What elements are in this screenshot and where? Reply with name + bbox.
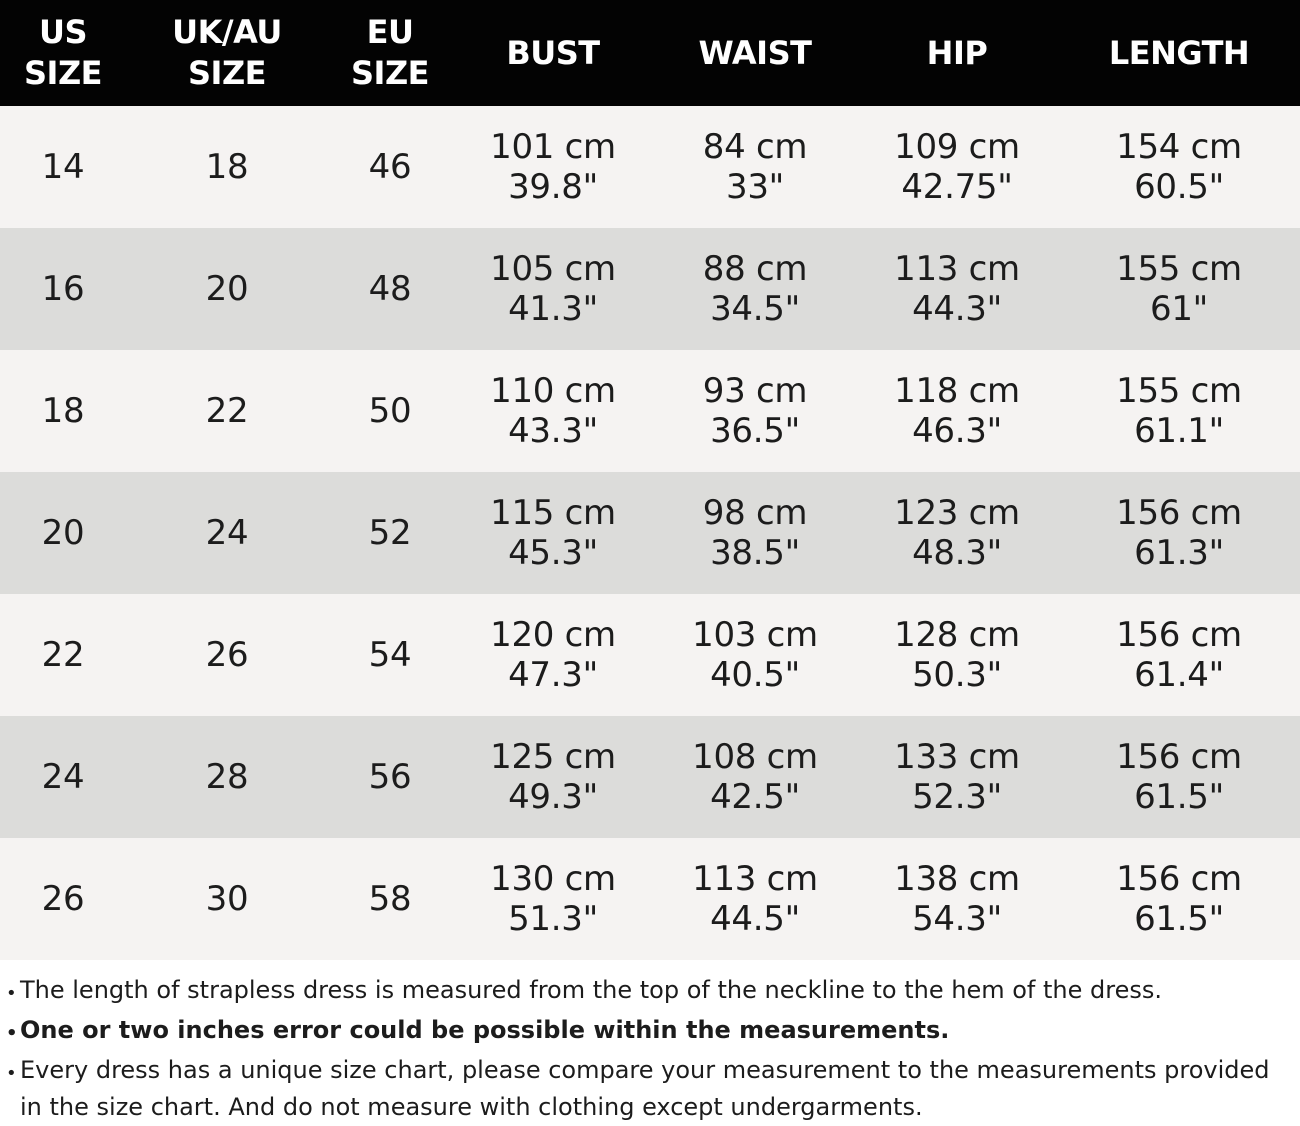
value-inches: 42.5" — [710, 777, 800, 817]
cell-waist — [654, 615, 856, 695]
value-cm: 103 cm — [692, 615, 818, 655]
value-inches: 47.3" — [508, 655, 598, 695]
cell-hip — [856, 737, 1058, 817]
cell-hip — [856, 493, 1058, 573]
value-cm: 118 cm — [894, 371, 1020, 411]
header-line: SIZE — [187, 54, 266, 92]
value-cm: 84 cm — [702, 127, 808, 167]
header-line: SIZE — [23, 54, 102, 92]
value-cm: 133 cm — [894, 737, 1020, 777]
table-row — [0, 716, 1300, 838]
cell-eu-size: 52 — [368, 513, 412, 553]
table-row — [0, 472, 1300, 594]
value-cm: 156 cm — [1116, 737, 1242, 777]
cell-hip — [856, 371, 1058, 451]
cell-hip — [856, 615, 1058, 695]
cell-waist — [654, 371, 856, 451]
note-text: One or two inches error could be possible within the measurements. — [20, 1016, 950, 1044]
header-line: SIZE — [350, 54, 429, 92]
value-inches: 61.4" — [1134, 655, 1224, 695]
cell-length — [1058, 737, 1300, 817]
value-cm: 105 cm — [490, 249, 616, 289]
header-us-size — [0, 12, 126, 94]
value-inches: 61.5" — [1134, 777, 1224, 817]
value-inches: 39.8" — [508, 167, 598, 207]
value-inches: 33" — [725, 167, 784, 207]
value-cm: 138 cm — [894, 859, 1020, 899]
value-cm: 108 cm — [692, 737, 818, 777]
value-cm: 120 cm — [490, 615, 616, 655]
note-item — [6, 972, 1296, 1012]
header-line: LENGTH — [1108, 33, 1250, 72]
cell-waist — [654, 249, 856, 329]
cell-length — [1058, 615, 1300, 695]
table-row — [0, 350, 1300, 472]
header-waist — [654, 33, 856, 74]
bullet-icon: • — [6, 1063, 17, 1084]
table-row — [0, 228, 1300, 350]
cell-length — [1058, 493, 1300, 573]
value-cm: 115 cm — [490, 493, 616, 533]
value-inches: 45.3" — [508, 533, 598, 573]
bullet-icon: • — [6, 1023, 18, 1044]
header-bust — [452, 33, 654, 74]
table-row — [0, 106, 1300, 228]
value-inches: 40.5" — [710, 655, 800, 695]
cell-bust — [452, 127, 654, 207]
cell-eu-size: 58 — [368, 879, 412, 919]
cell-waist — [654, 737, 856, 817]
cell-length — [1058, 249, 1300, 329]
value-inches: 43.3" — [508, 411, 598, 451]
value-cm: 156 cm — [1116, 493, 1242, 533]
cell-uk-au-size: 18 — [205, 147, 249, 187]
cell-eu-size: 46 — [368, 147, 412, 187]
header-line: HIP — [926, 33, 988, 72]
value-inches: 61.5" — [1134, 899, 1224, 939]
value-cm: 109 cm — [894, 127, 1020, 167]
cell-uk-au-size: 30 — [205, 879, 249, 919]
cell-bust — [452, 859, 654, 939]
cell-us-size: 22 — [41, 635, 85, 675]
value-inches: 48.3" — [912, 533, 1002, 573]
header-eu-size — [328, 12, 452, 94]
bullet-icon: • — [6, 983, 17, 1004]
value-inches: 42.75" — [901, 167, 1013, 207]
value-inches: 44.3" — [912, 289, 1002, 329]
cell-eu-size: 48 — [368, 269, 412, 309]
value-inches: 60.5" — [1134, 167, 1224, 207]
value-inches: 36.5" — [710, 411, 800, 451]
value-cm: 113 cm — [692, 859, 818, 899]
note-item — [6, 1012, 1296, 1052]
value-inches: 61" — [1149, 289, 1208, 329]
cell-uk-au-size: 22 — [205, 391, 249, 431]
value-cm: 155 cm — [1116, 249, 1242, 289]
table-row — [0, 838, 1300, 960]
table-header — [0, 0, 1300, 106]
note-item — [6, 1052, 1296, 1126]
table-body — [0, 106, 1300, 960]
note-text: The length of strapless dress is measured from the top of the neckline to the hem of the dress. — [20, 976, 1162, 1004]
cell-waist — [654, 859, 856, 939]
cell-eu-size: 54 — [368, 635, 412, 675]
value-cm: 98 cm — [702, 493, 808, 533]
header-line: US — [38, 13, 88, 51]
cell-length — [1058, 371, 1300, 451]
note-text: Every dress has a unique size chart, please compare your measurement to the measurements provided in the size chart. And do not measure with clothing except undergarments. — [20, 1056, 1270, 1121]
value-inches: 54.3" — [912, 899, 1002, 939]
cell-bust — [452, 737, 654, 817]
header-line: UK/AU — [172, 13, 282, 51]
cell-uk-au-size: 28 — [205, 757, 249, 797]
cell-hip — [856, 127, 1058, 207]
cell-us-size: 20 — [41, 513, 85, 553]
table-row — [0, 594, 1300, 716]
value-inches: 38.5" — [710, 533, 800, 573]
value-cm: 130 cm — [490, 859, 616, 899]
cell-waist — [654, 127, 856, 207]
cell-bust — [452, 615, 654, 695]
cell-uk-au-size: 26 — [205, 635, 249, 675]
cell-length — [1058, 127, 1300, 207]
cell-us-size: 26 — [41, 879, 85, 919]
header-line: BUST — [506, 33, 600, 72]
value-cm: 156 cm — [1116, 859, 1242, 899]
cell-bust — [452, 371, 654, 451]
value-cm: 110 cm — [490, 371, 616, 411]
cell-waist — [654, 493, 856, 573]
value-inches: 61.3" — [1134, 533, 1224, 573]
value-cm: 113 cm — [894, 249, 1020, 289]
header-length — [1058, 33, 1300, 74]
value-inches: 50.3" — [912, 655, 1002, 695]
value-cm: 156 cm — [1116, 615, 1242, 655]
cell-us-size: 14 — [41, 147, 85, 187]
value-cm: 93 cm — [702, 371, 808, 411]
cell-hip — [856, 249, 1058, 329]
value-inches: 46.3" — [912, 411, 1002, 451]
cell-uk-au-size: 20 — [205, 269, 249, 309]
cell-us-size: 18 — [41, 391, 85, 431]
cell-length — [1058, 859, 1300, 939]
value-cm: 101 cm — [490, 127, 616, 167]
cell-uk-au-size: 24 — [205, 513, 249, 553]
value-inches: 61.1" — [1134, 411, 1224, 451]
header-uk-au-size — [126, 12, 328, 94]
cell-hip — [856, 859, 1058, 939]
cell-bust — [452, 493, 654, 573]
notes-list — [6, 972, 1296, 1126]
cell-bust — [452, 249, 654, 329]
value-inches: 52.3" — [912, 777, 1002, 817]
value-cm: 154 cm — [1116, 127, 1242, 167]
header-hip — [856, 33, 1058, 74]
value-inches: 49.3" — [508, 777, 598, 817]
value-inches: 41.3" — [508, 289, 598, 329]
value-cm: 88 cm — [702, 249, 808, 289]
value-inches: 34.5" — [710, 289, 800, 329]
header-line: WAIST — [698, 33, 812, 72]
value-cm: 128 cm — [894, 615, 1020, 655]
value-inches: 44.5" — [710, 899, 800, 939]
value-cm: 123 cm — [894, 493, 1020, 533]
value-inches: 51.3" — [508, 899, 598, 939]
cell-us-size: 24 — [41, 757, 85, 797]
value-cm: 125 cm — [490, 737, 616, 777]
header-line: EU — [366, 13, 414, 51]
value-cm: 155 cm — [1116, 371, 1242, 411]
cell-eu-size: 50 — [368, 391, 412, 431]
cell-us-size: 16 — [41, 269, 85, 309]
cell-eu-size: 56 — [368, 757, 412, 797]
